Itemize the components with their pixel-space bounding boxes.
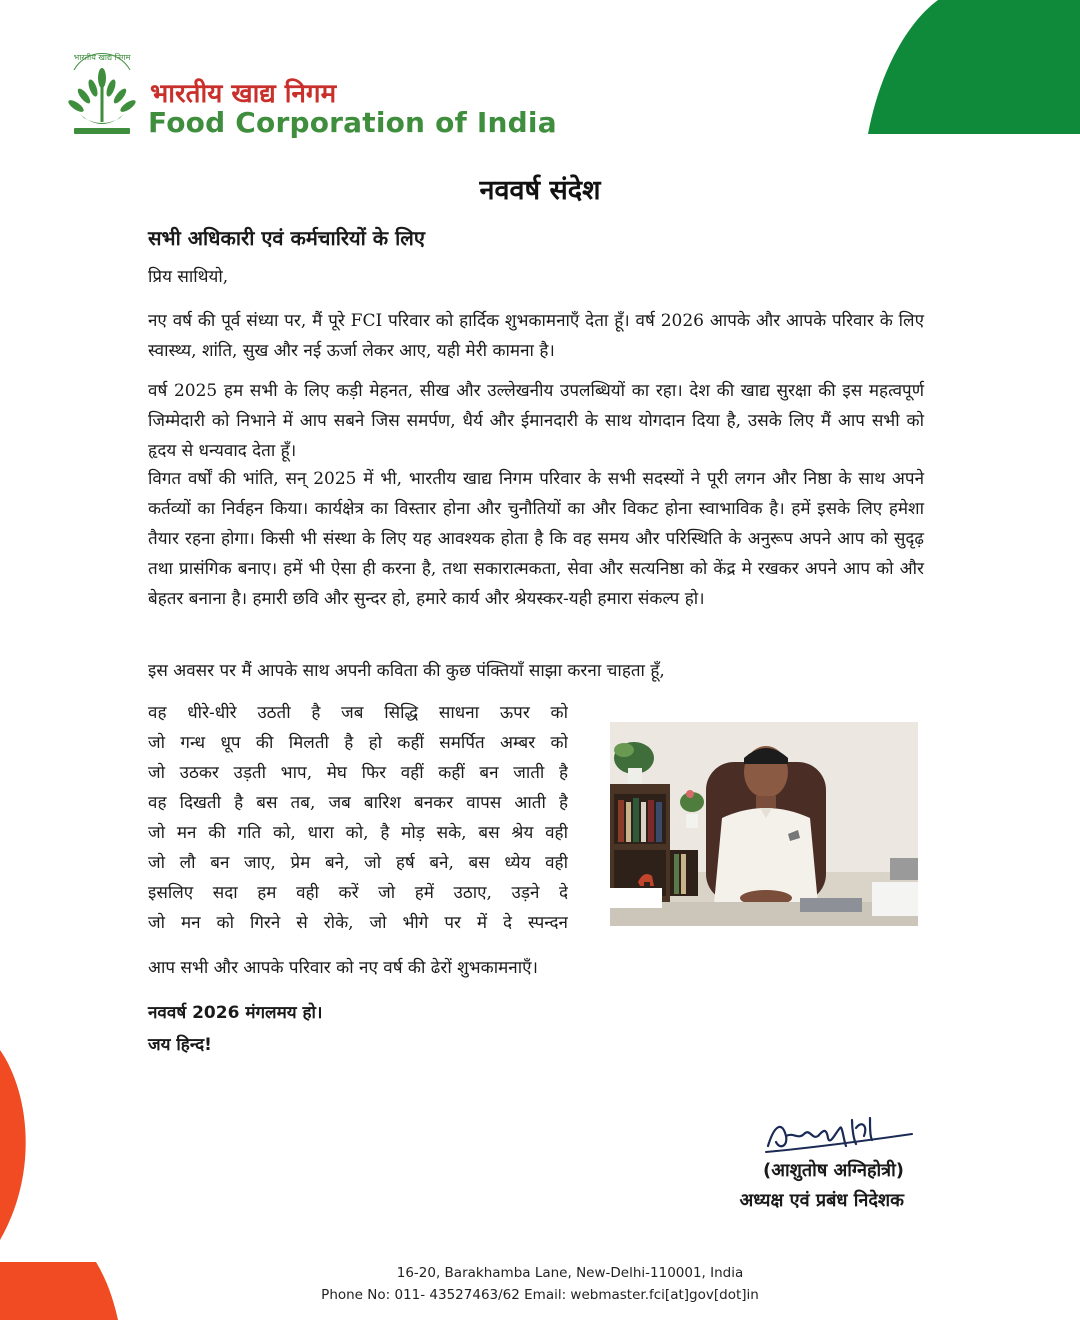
signatory-name: (आशुतोष अग्निहोत्री) <box>763 1160 904 1181</box>
poem-line: जो मन को गिरने से रोके, जो भीगे पर में दे स्पन्दन <box>148 913 568 933</box>
addressee-heading: सभी अधिकारी एवं कर्मचारियों के लिए <box>148 226 425 250</box>
poem-line: जो लौ बन जाए, प्रेम बने, जो हर्ष बने, बस ध्येय वही <box>148 853 568 873</box>
svg-text:भारतीय खाद्य निगम: भारतीय खाद्य निगम <box>73 53 131 62</box>
poem-line: इसलिए सदा हम वही करें जो हमें उठाए, उड़ने दे <box>148 883 568 903</box>
new-year-wish: नववर्ष 2026 मंगलमय हो। <box>148 1003 323 1023</box>
footer <box>0 1262 1080 1306</box>
poem-block <box>148 698 568 938</box>
paragraph-4: इस अवसर पर मैं आपके साथ अपनी कविता की कुछ पंक्तियाँ साझा करना चाहता हूँ, <box>148 661 665 681</box>
org-name-english: Food Corporation of India <box>148 106 557 139</box>
footer-contact: Phone No: 011- 43527463/62 Email: webmaster.fci[at]gov[dot]in <box>321 1287 759 1303</box>
signatory-designation: अध्यक्ष एवं प्रबंध निदेशक <box>739 1190 904 1211</box>
greeting: प्रिय साथियो, <box>148 267 229 287</box>
footer-address: 16-20, Barakhamba Lane, New-Delhi-110001, India <box>396 1265 744 1281</box>
corner-green-decoration <box>868 0 1080 134</box>
poem-line: वह दिखती है बस तब, जब बारिश बनकर वापस आती है <box>148 793 568 813</box>
jai-hind: जय हिन्द! <box>148 1035 212 1055</box>
poem-line: वह धीरे-धीरे उठती है जब सिद्धि साधना ऊपर को <box>148 703 568 723</box>
handwritten-signature <box>760 1106 920 1162</box>
paragraph-2: वर्ष 2025 हम सभी के लिए कड़ी मेहनत, सीख और उल्लेखनीय उपलब्धियों का रहा। देश की खाद्य सुरक्षा की इस महत्वपूर्ण जिम्मेदारी को निभाने में आप सबने जिस समर्पण, धैर्य और ईमानदारी के साथ योगदान दिया है, उसके लिए मैं आप सभी को हृदय से धन्यवाद देता हूँ। <box>148 381 924 461</box>
poem-line: जो मन की गति को, धारा को, है मोड़ सके, बस श्रेय वही <box>148 823 568 843</box>
org-name-hindi: भारतीय खाद्य निगम <box>150 79 337 109</box>
fci-emblem-logo <box>60 48 144 140</box>
poem-line: जो उठकर उड़ती भाप, मेघ फिर वहीं कहीं बन जाती है <box>148 763 568 783</box>
letterhead <box>60 48 620 148</box>
chairman-portrait-photo <box>610 722 918 926</box>
left-red-decoration <box>0 1050 40 1240</box>
paragraph-1: नए वर्ष की पूर्व संध्या पर, मैं पूरे FCI परिवार को हार्दिक शुभकामनाएँ देता हूँ। वर्ष 2026 आपके और आपके परिवार के लिए स्वास्थ्य, शांति, सुख और नई ऊर्जा लेकर आए, यही मेरी कामना है। <box>148 311 924 361</box>
closing-wishes: आप सभी और आपके परिवार को नए वर्ष की ढेरों शुभकामनाएँ। <box>148 958 538 978</box>
document-title: नववर्ष संदेश <box>479 175 601 206</box>
poem-line: जो गन्ध धूप की मिलती है हो कहीं समर्पित अम्बर को <box>148 733 568 753</box>
paragraph-3: विगत वर्षों की भांति, सन् 2025 में भी, भारतीय खाद्य निगम परिवार के सभी सदस्यों ने पूरी लगन और निष्ठा के साथ अपने कर्तव्यों का निर्वहन किया। कार्यक्षेत्र का विस्तार होना और चुनौतियों का और विकट होना स्वाभाविक है। हमें इसके लिए हमेशा तैयार रहना होगा। किसी भी संस्था के लिए यह आवश्यक होता है कि वह समय और परिस्थिति के अनुरूप अपने आप को सुदृढ़ तथा प्रासंगिक बनाए। हमें भी ऐसा ही करना है, तथा सकारात्मकता, सेवा और सत्यनिष्ठा को केंद्र मे रखकर अपने आप को और बेहतर बनाना है। हमारी छवि और सुन्दर हो, हमारे कार्य और श्रेयस्कर-यही हमारा संकल्प हो। <box>148 469 924 609</box>
